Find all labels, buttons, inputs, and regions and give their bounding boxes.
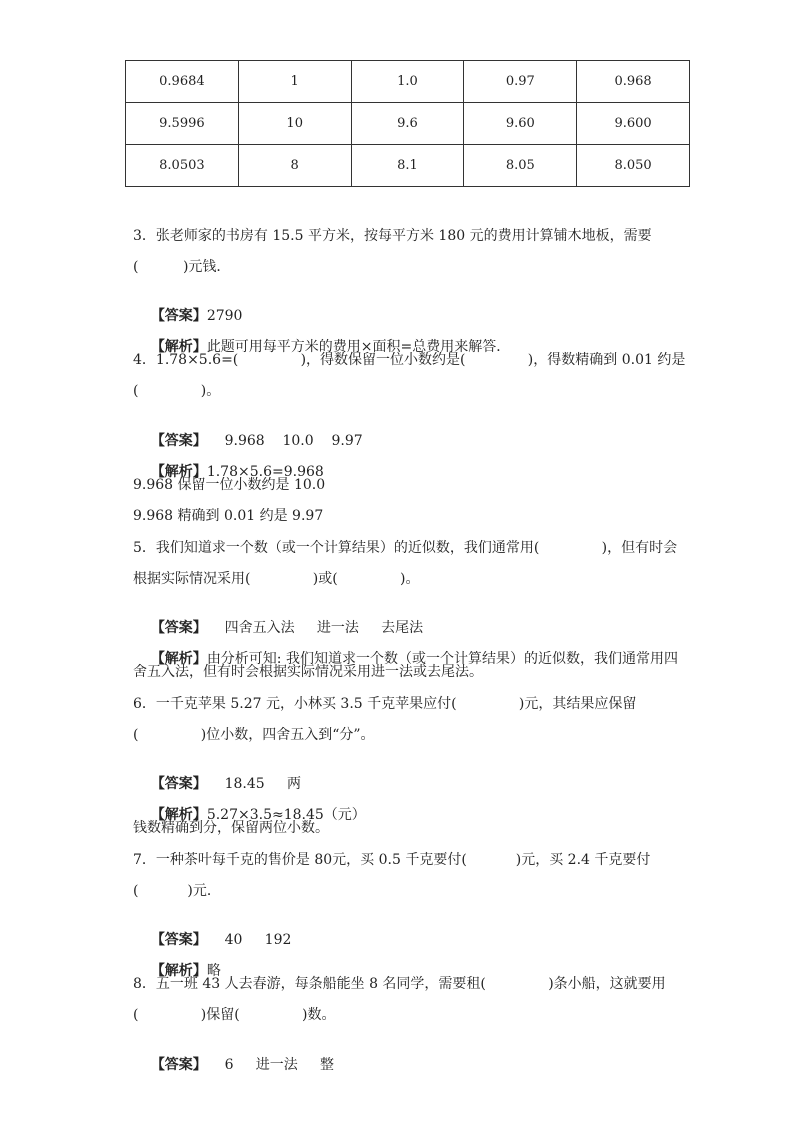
analysis-text: 1.78×5.6=9.968 xyxy=(206,464,324,480)
analysis-label: 【解析】 xyxy=(150,651,207,667)
table-cell: 9.60 xyxy=(464,103,577,145)
table-row xyxy=(126,145,690,187)
table-cell: 1 xyxy=(238,61,351,103)
q3-question-line2: ( )元钱． xyxy=(133,259,231,275)
answer-value: 2790 xyxy=(206,308,243,324)
table-cell: 10 xyxy=(238,103,351,145)
analysis-label: 【解析】 xyxy=(150,963,207,979)
q5-question-line1: 5．我们知道求一个数（或一个计算结果）的近似数，我们通常用( )，但有时会 xyxy=(133,540,678,556)
table-cell: 8.1 xyxy=(351,145,464,187)
q7-question-line1: 7．一种茶叶每千克的售价是 80元，买 0.5 千克要付( )元，买 2.4 千克要付 xyxy=(133,852,651,868)
answer-label: 【答案】 xyxy=(150,308,207,324)
table-cell: 0.97 xyxy=(464,61,577,103)
table-cell: 8 xyxy=(238,145,351,187)
table-cell: 1.0 xyxy=(351,61,464,103)
answer-label: 【答案】 xyxy=(150,932,207,948)
q8-question-line2: ( )保留( )数。 xyxy=(133,1007,336,1023)
q3-question-line1: 3．张老师家的书房有 15.5 平方米，按每平方米 180 元的费用计算铺木地板，需要 xyxy=(133,228,652,244)
table-cell: 9.5996 xyxy=(126,103,239,145)
analysis-label: 【解析】 xyxy=(150,339,207,355)
rounding-table xyxy=(125,60,690,187)
q4-question-line2: ( )。 xyxy=(133,383,221,399)
table-cell: 9.600 xyxy=(577,103,690,145)
table-cell: 9.6 xyxy=(351,103,464,145)
answer-label: 【答案】 xyxy=(150,620,207,636)
answer-value: 18.45 两 xyxy=(206,776,301,792)
answer-value: 40 192 xyxy=(206,932,292,948)
table-cell: 8.050 xyxy=(577,145,690,187)
table-cell: 0.9684 xyxy=(126,61,239,103)
answer-label: 【答案】 xyxy=(150,1057,207,1073)
analysis-label: 【解析】 xyxy=(150,807,207,823)
q8-question-line1: 8．五一班 43 人去春游，每条船能坐 8 名同学，需要租( )条小船，这就要用 xyxy=(133,976,666,992)
analysis-text: 由分析可知: 我们知道求一个数（或一个计算结果）的近似数，我们通常用四 xyxy=(206,651,678,667)
q6-question-line2: ( )位小数，四舍五入到“分”。 xyxy=(133,727,375,743)
q7-question-line2: ( )元． xyxy=(133,883,221,899)
q4-analysis-extra1: 9.968 保留一位小数约是 10.0 xyxy=(133,477,326,493)
table-row xyxy=(126,103,690,145)
table-row xyxy=(126,61,690,103)
analysis-text: 略 xyxy=(206,963,221,979)
table-cell: 8.0503 xyxy=(126,145,239,187)
answer-label: 【答案】 xyxy=(150,433,207,449)
table-cell: 0.968 xyxy=(577,61,690,103)
table-cell: 8.05 xyxy=(464,145,577,187)
q5-question-line2: 根据实际情况采用( )或( )。 xyxy=(133,571,420,587)
analysis-text: 此题可用每平方米的费用×面积=总费用来解答． xyxy=(206,339,511,355)
analysis-label: 【解析】 xyxy=(150,464,207,480)
answer-label: 【答案】 xyxy=(150,776,207,792)
answer-value: 四舍五入法 进一法 去尾法 xyxy=(206,620,424,636)
q8-answer xyxy=(133,1038,334,1092)
q6-question-line1: 6．一千克苹果 5.27 元，小林买 3.5 千克苹果应付( )元，其结果应保留 xyxy=(133,696,637,712)
q6-analysis-extra1: 钱数精确到分，保留两位小数。 xyxy=(133,820,329,836)
q5-analysis-extra1: 舍五入法，但有时会根据实际情况采用进一法或去尾法。 xyxy=(133,664,483,680)
answer-value: 6 进一法 整 xyxy=(206,1057,335,1073)
q4-analysis-extra2: 9.968 精确到 0.01 约是 9.97 xyxy=(133,508,324,524)
answer-value: 9.968 10.0 9.97 xyxy=(206,433,363,449)
analysis-text: 5.27×3.5≈18.45（元） xyxy=(206,807,366,823)
q4-question-line1: 4．1.78×5.6=( )，得数保留一位小数约是( )，得数精确到 0.01 约是 xyxy=(133,352,686,368)
